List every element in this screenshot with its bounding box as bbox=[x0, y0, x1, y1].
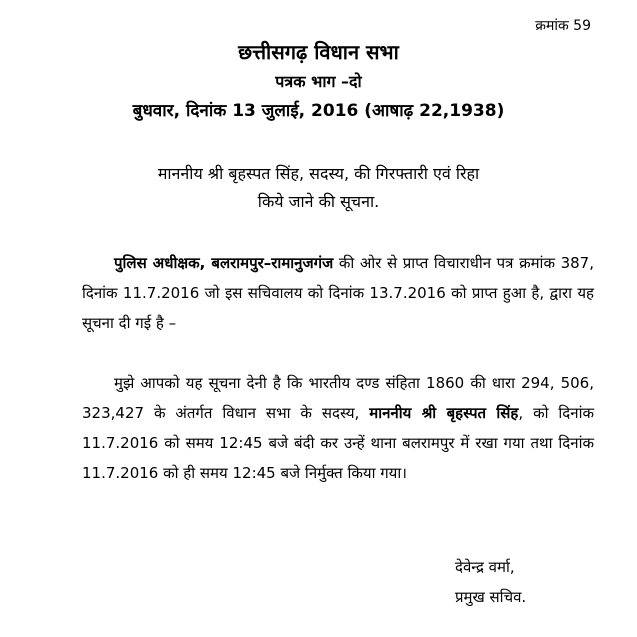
bulletin-part: पत्रक भाग –दो bbox=[275, 72, 362, 91]
subject-line-1: माननीय श्री बृहस्पत सिंह, सदस्य, की गिरफ्तारी एवं रिहा bbox=[157, 164, 480, 183]
signatory-name: देवेन्द्र वर्मा, bbox=[455, 558, 515, 576]
bulletin-date: बुधवार, दिनांक 13 जुलाई, 2016 (आषाढ़ 22,1938) bbox=[132, 101, 505, 121]
paragraph-1-text: की ओर से प्राप्त विचाराधीन पत्र क्रमांक 387, दिनांक 11.7.2016 जो इस सचिवालय को दिनांक 13.7.2016 को प्राप्त हुआ है, द्वारा यह सूचना दी गई है – bbox=[82, 254, 594, 332]
police-authority: पुलिस अधीक्षक, बलरामपुर–रामानुजगंज bbox=[114, 254, 334, 272]
paragraph-2 bbox=[82, 368, 594, 488]
subject-line-2: किये जाने की सूचना. bbox=[257, 192, 380, 211]
paragraph-1 bbox=[82, 248, 594, 338]
serial-number: क्रमांक 59 bbox=[535, 18, 591, 34]
paragraph-2-text-a: मुझे आपको यह सूचना देनी है कि भारतीय दण्ड संहिता 1860 की धारा 294, 506, 323,427 के अंतर्गत विधान सभा के सदस्य, bbox=[82, 374, 594, 422]
paragraph-2-text-b: , को दिनांक 11.7.2016 को समय 12:45 बजे बंदी कर उन्हें थाना बलरामपुर में रखा गया तथा दिनांक 11.7.2016 को ही समय 12:45 बजे निर्मुक्त किया गया। bbox=[82, 404, 595, 482]
signatory-designation: प्रमुख सचिव. bbox=[455, 588, 527, 606]
signature-block bbox=[455, 552, 585, 612]
member-name: माननीय श्री बृहस्पत सिंह bbox=[369, 404, 519, 422]
assembly-title: छत्तीसगढ़ विधान सभा bbox=[238, 40, 399, 64]
